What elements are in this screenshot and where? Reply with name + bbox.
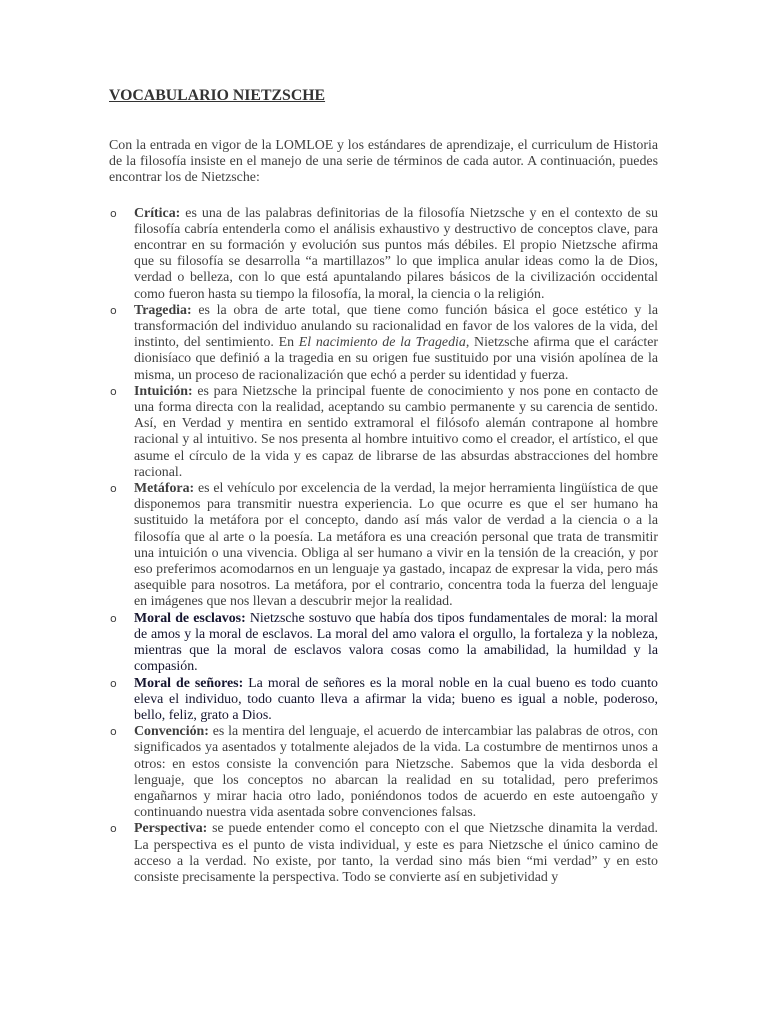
term-definition: es el vehículo por excelencia de la verdad, la mejor herramienta lingüística de que disponemos para transmitir nuestra experiencia. Lo que ocurre es que el ser humano ha sustituido la metáfora por el concepto, dando así más valor de verdad a la ciencia o a la filosofía que al arte o la poesía. La metáfora es una creación personal que trata de transmitir una intuición o una vivencia. Obliga al ser humano a vivir en la tensión de la creación, y por eso preferimos acomodarnos en un lenguaje ya gastado, incapaz de expresar la vida, pero más asequible para nosotros. La metáfora, por el contrario, concentra toda la fuerza del lenguaje en imágenes que nos llevan a descubrir mejor la realidad. xyxy=(134,481,658,610)
bullet-icon: o xyxy=(110,676,117,690)
bullet-icon: o xyxy=(110,384,117,398)
term-definition: es la mentira del lenguaje, el acuerdo de intercambiar las palabras de otros, con significados ya asentados y totalmente alejados de la vida. La costumbre de mentirnos unos a otros: en estos consiste la convención para Nietzsche. Sabemos que la vida desborda el lenguaje, que los conceptos no abarcan la realidad en su totalidad, pero preferimos engañarnos y mirar hacia otro lado, poniéndonos todos de acuerdo en este autoengaño y continuando nuestra vida asentada sobre convenciones falsas. xyxy=(134,724,658,821)
term-label: Moral de esclavos: xyxy=(134,610,246,626)
terms-list xyxy=(109,206,658,887)
term-definition: Nietzsche sostuvo que había dos tipos fundamentales de moral: la moral de amos y la moral de esclavos. La moral del amo valora el orgullo, la fortaleza y la nobleza, mientras que la moral de esclavos valora cosas como la amabilidad, la humildad y la compasión. xyxy=(134,610,659,675)
list-item-critica xyxy=(109,206,658,303)
term-definition: es una de las palabras definitorias de la filosofía Nietzsche y en el contexto de su filosofía cabría entenderla como el análisis exhaustivo y destructivo de conceptos clave, para encontrar en su formación y evolución sus puntos más débiles. El propio Nietzsche afirma que su filosofía se desarrolla “a martillazos” lo que implica anular ideas como la de Dios, verdad o belleza, con lo que está apuntalando pilares básicos de la civilización occidental como fueron hasta su tiempo la filosofía, la moral, la ciencia o la religión. xyxy=(134,205,658,302)
term-definition: se puede entender como el concepto con el que Nietzsche dinamita la verdad. La perspectiva es el punto de vista individual, y este es para Nietzsche el único camino de acceso a la verdad. No existe, por tanto, la verdad sino más bien “mi verdad” y en esto consiste precisamente la perspectiva. Todo se convierte así en subjetividad y xyxy=(134,821,658,885)
term-definition: es la obra de arte total, que tiene como función básica el goce estético y la transformación del individuo anulando su racionalidad en favor de los valores de la vida, del instinto, del sentimiento. En xyxy=(134,302,658,351)
term-label: Moral de señores: xyxy=(134,675,244,691)
bullet-icon: o xyxy=(110,206,117,220)
term-label: Intuición: xyxy=(134,383,193,399)
list-item-tragedia xyxy=(109,303,658,384)
term-definition-cont: , Nietzsche afirma que el carácter dionisíaco que definió a la tragedia en su origen fue sustituido por una visión apolínea de la misma, un proceso de racionalización que echó a perder su identidad y fuerza. xyxy=(134,335,658,383)
list-item-perspectiva xyxy=(109,821,658,886)
term-definition: es para Nietzsche la principal fuente de conocimiento y nos pone en contacto de una forma directa con la realidad, aceptando su cambio permanente y su carencia de sentido. Así, en Verdad y mentira en sentido extramoral el filósofo alemán contrapone al hombre racional y al intuitivo. Se nos presenta al hombre intuitivo como el creador, el artístico, el que asume el círculo de la vida y es capaz de librarse de las absurdas abstracciones del hombre racional. xyxy=(134,383,658,480)
bullet-icon: o xyxy=(110,303,117,317)
list-item-moral-esclavos xyxy=(109,611,658,676)
document-title: VOCABULARIO NIETZSCHE xyxy=(109,87,326,104)
bullet-icon: o xyxy=(110,725,117,739)
list-item-moral-senores xyxy=(109,676,658,725)
bullet-icon: o xyxy=(110,482,117,496)
intro-paragraph: Con la entrada en vigor de la LOMLOE y los estándares de aprendizaje, el curriculum de Historia de la filosofía insiste en el manejo de una serie de términos de cada autor. A continuación, puedes encontrar los de Nietzsche: xyxy=(109,138,658,186)
term-definition: La moral de señores es la moral noble en la cual bueno es todo cuanto eleva el individuo, todo cuanto lleva a afirmar la vida; bueno es igual a noble, poderoso, bello, feliz, grato a Dios. xyxy=(134,675,658,723)
list-item-convencion xyxy=(109,724,658,821)
term-label: Convención: xyxy=(134,724,209,740)
bullet-icon: o xyxy=(110,822,117,836)
book-title: El nacimiento de la Tragedia xyxy=(298,335,466,351)
bullet-icon: o xyxy=(110,611,117,625)
term-label: Tragedia: xyxy=(134,302,192,318)
document-page xyxy=(109,86,658,886)
list-item-metafora xyxy=(109,481,658,611)
term-label: Perspectiva: xyxy=(134,821,208,837)
list-item-intuicion xyxy=(109,384,658,481)
term-label: Metáfora: xyxy=(134,481,195,497)
term-label: Crítica: xyxy=(134,205,181,221)
